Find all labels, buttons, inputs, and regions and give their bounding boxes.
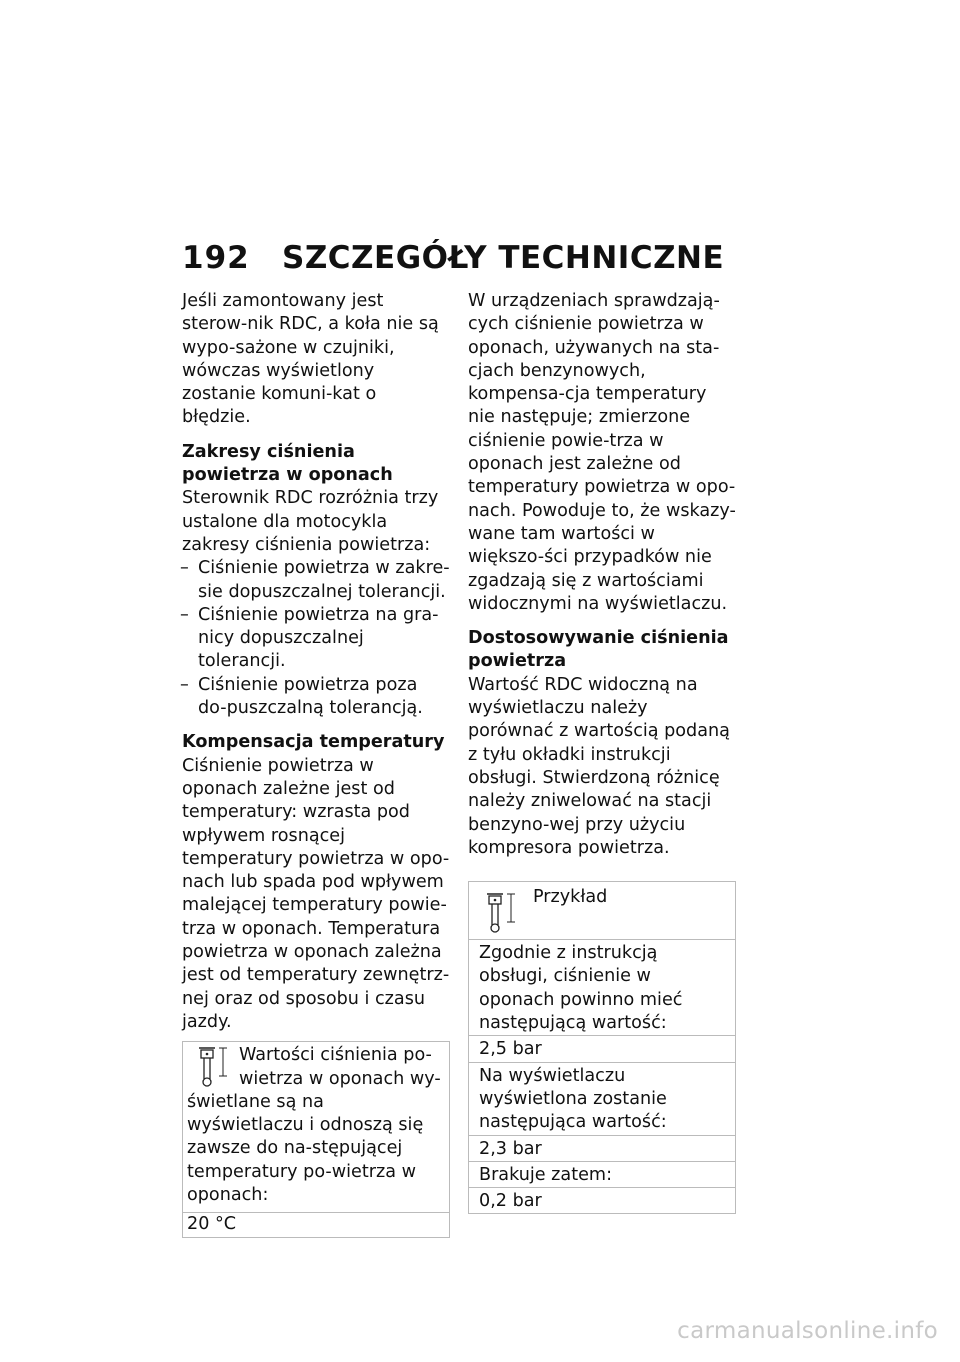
note-body — [183, 1042, 449, 1212]
list-item: – Ciśnienie powietrza w zakre-sie dopuszczalnej tolerancji. — [182, 557, 450, 604]
left-column — [182, 290, 450, 1238]
note-value: 20 °C — [183, 1212, 449, 1236]
ranges-intro: Sterownik RDC rozróżnia trzy ustalone dla motocykla zakresy ciśnienia powietrza: — [182, 488, 439, 555]
example-row: 2,5 bar — [469, 1035, 735, 1061]
example-row: 2,3 bar — [469, 1135, 735, 1161]
page-number: 192 — [182, 240, 250, 276]
temperature-note-box — [182, 1041, 450, 1237]
intro-paragraph: Jeśli zamontowany jest sterow-nik RDC, a koła nie są wypo-sażone w czujniki, wówczas wyświetlony zostanie komuni-kat o błędzie. — [182, 291, 439, 428]
note-text: Wartości ciśnienia po-wietrza w oponach wy-świetlane są na wyświetlaczu i odnoszą się zawsze do na-stępującej temperatury po-wietrza w oponach: — [187, 1045, 441, 1205]
list-item: – Ciśnienie powietrza poza do-puszczalną tolerancją. — [182, 674, 450, 721]
example-header — [469, 882, 735, 939]
example-box — [468, 881, 736, 1214]
section-title: SZCZEGÓŁY TECHNICZNE — [282, 240, 725, 276]
ranges-heading: Zakresy ciśnienia powietrza w oponach — [182, 441, 393, 486]
page-header — [182, 240, 724, 280]
example-row: 0,2 bar — [469, 1187, 735, 1213]
tire-pressure-gauge-icon — [483, 892, 519, 934]
watermark: carmanualsonline.info — [677, 1318, 938, 1344]
ranges-list — [182, 557, 450, 720]
adjustment-paragraph: Wartość RDC widoczną na wyświetlaczu należy porównać z wartością podaną z tyłu okładki instrukcji obsługi. Stwierdzoną różnicę należy zniwelować na stacji benzyno-wej przy użyciu kompresora powietrza. — [468, 674, 730, 858]
right-column — [468, 290, 736, 1214]
list-item: – Ciśnienie powietrza na gra-nicy dopuszczalnej tolerancji. — [182, 604, 450, 674]
example-row: Na wyświetlaczu wyświetlona zostanie następująca wartość: — [469, 1062, 735, 1135]
example-row: Zgodnie z instrukcją obsługi, ciśnienie w oponach powinno mieć następującą wartość: — [469, 939, 735, 1035]
example-title: Przykład — [533, 887, 608, 908]
compensation-paragraph: Ciśnienie powietrza w oponach zależne jest od temperatury: wzrasta pod wpływem rosnącej temperatury powietrza w opo-nach lub spada pod wpływem malejącej temperatury powie-trza w oponach. Temperatura powietrza w oponach zależna jest od temperatury zewnętrz-nej oraz od sposobu i czasu jazdy. — [182, 755, 450, 1032]
adjustment-heading: Dostosowywanie ciśnienia powietrza — [468, 628, 729, 672]
example-row: Brakuje zatem: — [469, 1161, 735, 1187]
compensation-heading: Kompensacja temperatury — [182, 732, 445, 753]
station-check-paragraph: W urządzeniach sprawdzają-cych ciśnienie powietrza w oponach, używanych na sta-cjach benzynowych, kompensa-cja temperatury nie następuje; zmierzone ciśnienie powie-trza w oponach jest zależne od temperatury powietrza w opo-nach. Powoduje to, że wskazy-wane tam wartości w większo-ści przypadków nie zgadzają się z wartościami widocznymi na wyświetlaczu. — [468, 291, 736, 614]
tire-pressure-gauge-icon — [195, 1046, 231, 1088]
